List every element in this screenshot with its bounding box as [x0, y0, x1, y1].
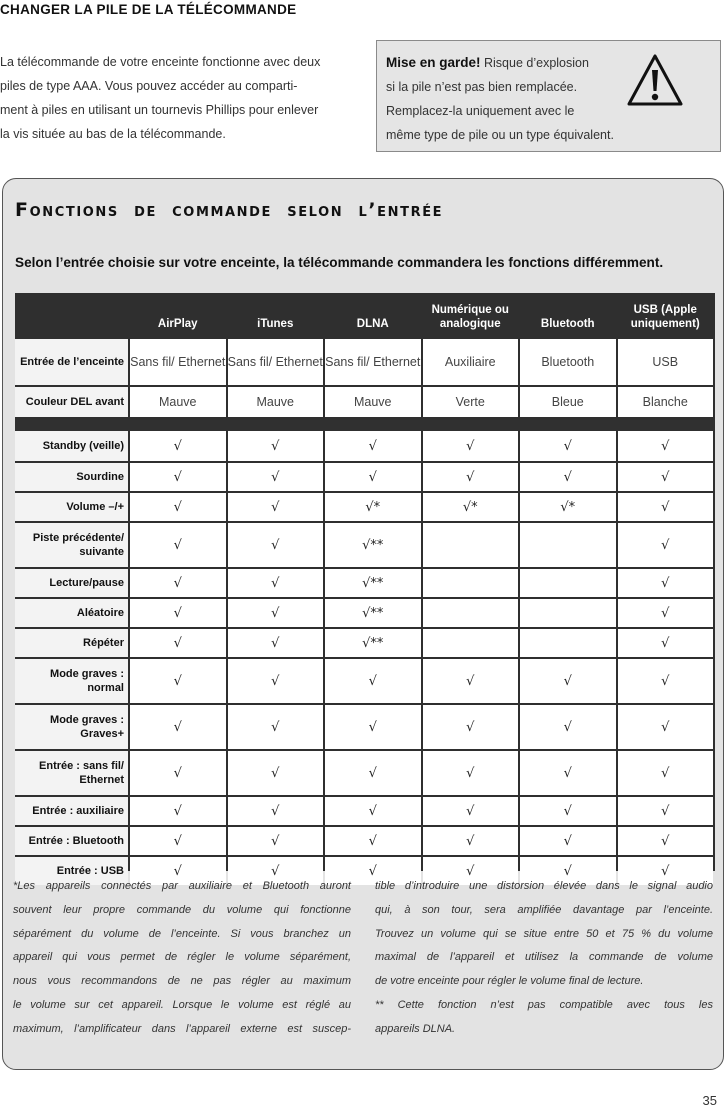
- footnote-line: *Les appareils connectés par auxiliaire et Bluetooth auront: [13, 880, 351, 892]
- table-cell-empty: [423, 599, 519, 627]
- row-label-text: Couleur DEL avant: [25, 396, 124, 408]
- column-header: DLNA: [356, 318, 389, 330]
- table-cell: √: [130, 431, 226, 461]
- table-cell: √: [618, 751, 714, 795]
- row-label: [15, 523, 128, 567]
- warning-line: si la pile n’est pas bien remplacée.: [386, 80, 578, 94]
- table-cell: √: [228, 827, 324, 855]
- row-label-text: Piste précédente/ suivante: [32, 532, 124, 558]
- table-cell: √: [325, 463, 421, 491]
- table-cell: Mauve: [325, 387, 421, 417]
- row-label: [15, 493, 128, 521]
- table-cell: √: [130, 857, 226, 885]
- table-cell: √: [618, 705, 714, 749]
- footnote-line: tible d’introduire une distorsion élevée dans le signal audio: [375, 880, 713, 892]
- table-cell: √: [130, 659, 226, 703]
- row-label-text: Entrée : USB: [56, 865, 124, 877]
- table-cell: √: [618, 659, 714, 703]
- table-cell: √: [130, 629, 226, 657]
- column-header: Bluetooth: [540, 318, 595, 330]
- footnote-line: appareil qui vous permet de régler le volume séparément,: [13, 951, 351, 964]
- footnote-line: souvent leur propre commande du volume qui fonctionne: [13, 903, 351, 916]
- footnote-line: Trouvez un volume qui se situe entre 50 et 75 % du volume: [375, 927, 713, 940]
- table-cell: √*: [423, 493, 519, 521]
- footnote-line: nous vous recommandons de ne pas régler au maximum: [13, 975, 351, 988]
- intro-line: ment à piles en utilisant un tournevis Phillips pour enlever: [0, 103, 319, 117]
- table-cell: √: [618, 569, 714, 597]
- column-header: Numérique ou analogique: [431, 304, 509, 330]
- row-label-text: Entrée : sans fil/ Ethernet: [39, 760, 124, 786]
- table-cell: √: [325, 705, 421, 749]
- table-cell-empty: [520, 569, 616, 597]
- footnote-line: ** Cette fonction n’est pas compatible avec tous les: [375, 998, 713, 1011]
- table-cell: √**: [325, 523, 421, 567]
- table-cell: √: [520, 705, 616, 749]
- table-cell: √: [130, 493, 226, 521]
- row-label-text: Standby (veille): [42, 440, 124, 452]
- table-cell: √: [228, 705, 324, 749]
- table-cell: √: [325, 797, 421, 825]
- warning-line: Risque d’explosion: [480, 56, 589, 70]
- row-label-text: Répéter: [83, 637, 124, 649]
- table-cell: Mauve: [228, 387, 324, 417]
- table-cell: √: [228, 659, 324, 703]
- footnote-left: [13, 875, 351, 1042]
- footnote-right: [375, 875, 713, 1042]
- table-cell: √: [228, 463, 324, 491]
- table-cell: √: [423, 659, 519, 703]
- table-cell: √: [130, 569, 226, 597]
- table-cell: √: [423, 827, 519, 855]
- warning-line: Remplacez-la uniquement avec le: [386, 104, 575, 118]
- row-label: [15, 659, 128, 703]
- table-cell-empty: [520, 629, 616, 657]
- table-cell: √: [618, 827, 714, 855]
- table-cell: √: [130, 797, 226, 825]
- row-label: [15, 339, 128, 385]
- row-label-text: Aléatoire: [76, 607, 124, 619]
- table-cell: √: [423, 463, 519, 491]
- table-cell: √: [520, 431, 616, 461]
- table-cell: √*: [520, 493, 616, 521]
- table-cell: √: [228, 751, 324, 795]
- table-cell: √: [423, 857, 519, 885]
- intro-line: La télécommande de votre enceinte fonctionne avec deux: [0, 55, 321, 69]
- warning-title: Mise en garde!: [386, 55, 481, 70]
- table-cell: √: [228, 493, 324, 521]
- row-label-text: Lecture/pause: [49, 577, 124, 589]
- table-cell-empty: [423, 523, 519, 567]
- row-label: [15, 705, 128, 749]
- table-cell: √: [618, 493, 714, 521]
- table-cell: √: [228, 431, 324, 461]
- row-label-text: Volume –/+: [66, 501, 124, 513]
- intro-line: la vis située au bas de la télécommande.: [0, 127, 226, 141]
- table-cell-empty: [423, 629, 519, 657]
- row-label-text: Mode graves : Graves+: [50, 714, 124, 740]
- table-cell: √: [423, 431, 519, 461]
- table-cell: √: [325, 751, 421, 795]
- row-label: [15, 387, 128, 417]
- table-cell: √: [520, 659, 616, 703]
- row-label-text: Entrée : auxiliaire: [32, 805, 124, 817]
- row-label: [15, 797, 128, 825]
- panel-subtitle: Selon l’entrée choisie sur votre enceinte, la télécommande commandera les fonctions différemment.: [15, 255, 664, 270]
- table-cell: Bluetooth: [520, 339, 616, 385]
- table-cell: √: [618, 523, 714, 567]
- table-cell: Mauve: [130, 387, 226, 417]
- table-cell: Bleue: [520, 387, 616, 417]
- table-cell: Sans fil/ Ethernet: [325, 339, 421, 385]
- section-heading: CHANGER LA PILE DE LA TÉLÉCOMMANDE: [0, 2, 297, 17]
- warning-triangle-icon: [626, 53, 684, 107]
- table-cell: √: [130, 599, 226, 627]
- table-cell: √: [130, 827, 226, 855]
- table-cell: √: [325, 659, 421, 703]
- row-label: [15, 827, 128, 855]
- footnote-line: le volume sur cet appareil. Lorsque le volume est réglé au: [13, 998, 351, 1011]
- table-cell: Sans fil/ Ethernet: [130, 339, 226, 385]
- row-label: [15, 569, 128, 597]
- intro-paragraph: [0, 50, 360, 146]
- footnote-line: de votre enceinte pour régler le volume final de lecture.: [375, 975, 644, 988]
- table-cell: √: [423, 705, 519, 749]
- table-cell: √: [618, 599, 714, 627]
- table-cell: √: [520, 751, 616, 795]
- table-cell: √: [228, 797, 324, 825]
- table-cell: √: [130, 523, 226, 567]
- table-cell: √: [228, 569, 324, 597]
- table-cell: √: [618, 857, 714, 885]
- table-cell: √: [130, 705, 226, 749]
- table-cell: √: [325, 431, 421, 461]
- row-label: [15, 463, 128, 491]
- table-cell: √: [423, 751, 519, 795]
- table-cell: USB: [618, 339, 714, 385]
- row-label: [15, 599, 128, 627]
- table-cell: √: [325, 857, 421, 885]
- table-cell: √: [130, 751, 226, 795]
- table-cell: √: [618, 629, 714, 657]
- table-cell-empty: [423, 569, 519, 597]
- table-cell: √: [618, 431, 714, 461]
- table-cell: √: [228, 857, 324, 885]
- table-cell: Blanche: [618, 387, 714, 417]
- footnote-line: maximum, l’amplificateur dans l’appareil externe est suscep-: [13, 1022, 351, 1035]
- table-cell: Auxiliaire: [423, 339, 519, 385]
- functions-table: [15, 293, 715, 879]
- page-number: 35: [702, 1093, 717, 1108]
- table-cell: √: [423, 797, 519, 825]
- table-cell: √**: [325, 599, 421, 627]
- table-cell: √: [130, 463, 226, 491]
- table-cell: Verte: [423, 387, 519, 417]
- table-cell: √: [325, 827, 421, 855]
- row-label: [15, 751, 128, 795]
- row-label-text: Sourdine: [76, 471, 124, 483]
- table-cell: √*: [325, 493, 421, 521]
- column-header: AirPlay: [157, 318, 198, 330]
- table-cell: √**: [325, 569, 421, 597]
- row-label-text: Entrée : Bluetooth: [28, 835, 124, 847]
- column-header: iTunes: [257, 318, 294, 330]
- table-cell-empty: [520, 523, 616, 567]
- table-cell: √: [520, 797, 616, 825]
- row-label: [15, 431, 128, 461]
- intro-line: piles de type AAA. Vous pouvez accéder au comparti-: [0, 79, 298, 93]
- table-cell: √: [618, 797, 714, 825]
- row-label-text: Mode graves : normal: [50, 668, 124, 694]
- panel-title: Fonctions de commande selon l’entrée: [15, 199, 444, 221]
- functions-panel: [2, 178, 724, 1070]
- column-header: USB (Apple uniquement): [630, 304, 700, 330]
- table-cell: √: [618, 463, 714, 491]
- footnote-line: qui, à son tour, sera amplifiée davantage par l’enceinte.: [375, 903, 713, 916]
- table-cell-empty: [520, 599, 616, 627]
- footnote-line: maximal de l’appareil et utilisez la commande de volume: [375, 951, 713, 964]
- footnote-line: séparément du volume de l’enceinte. Si vous branchez un: [13, 927, 351, 940]
- row-label: [15, 629, 128, 657]
- table-cell: √: [228, 599, 324, 627]
- table-cell: √: [228, 523, 324, 567]
- warning-box: [376, 40, 721, 152]
- table-cell: √: [520, 857, 616, 885]
- footnote-line: appareils DLNA.: [375, 1022, 456, 1035]
- row-label-text: Entrée de l’enceinte: [20, 356, 124, 368]
- table-cell: Sans fil/ Ethernet: [228, 339, 324, 385]
- table-cell: √: [520, 463, 616, 491]
- table-separator: [15, 419, 715, 431]
- table-cell: √: [520, 827, 616, 855]
- table-cell: √**: [325, 629, 421, 657]
- table-cell: √: [228, 629, 324, 657]
- warning-line: même type de pile ou un type équivalent.: [386, 128, 614, 142]
